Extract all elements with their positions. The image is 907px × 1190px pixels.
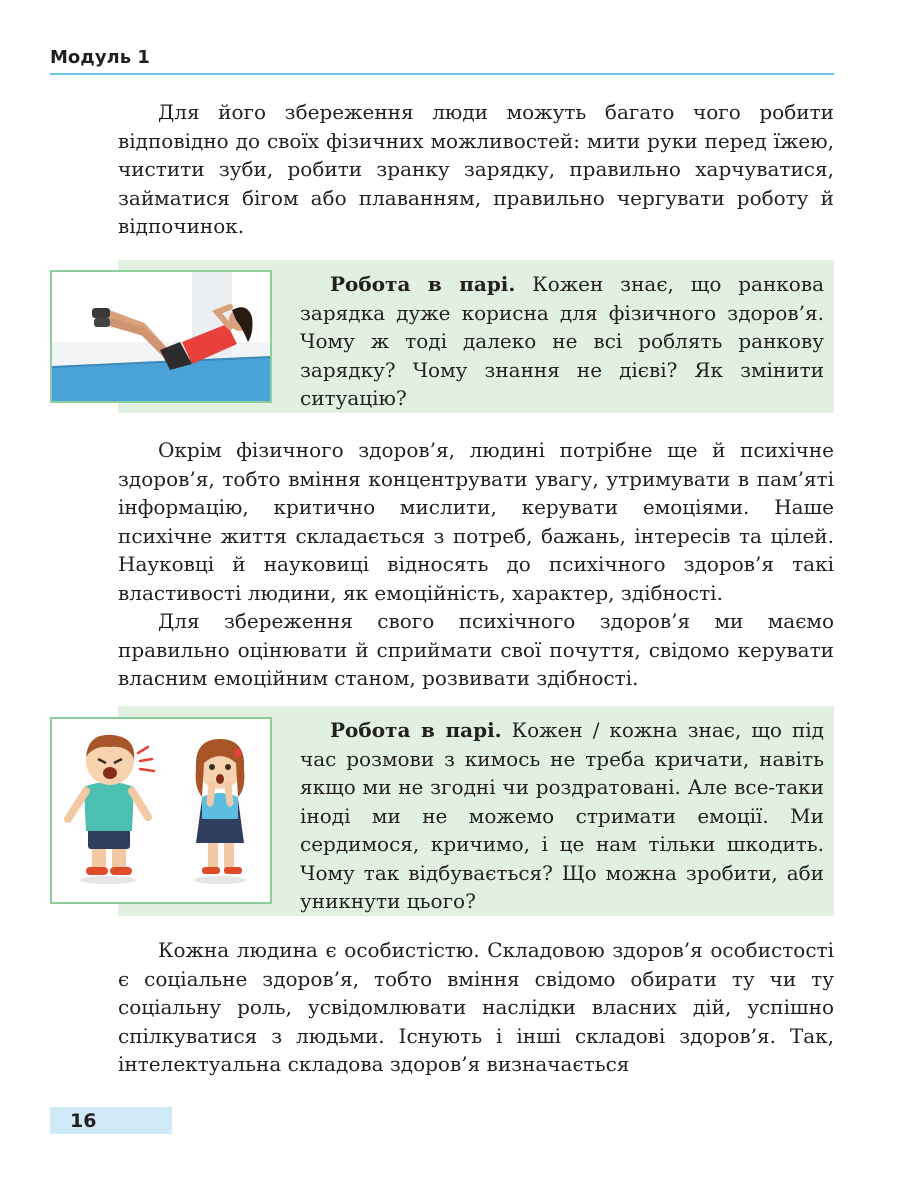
paragraph-text: Кожна людина є особистістю. Складовою здоров’я особистості є соціальне здоров’я, тобто вміння свідомо обирати ту чи ту соціальну роль, усвідомлювати наслідки власних дій, успішно спілкуватися з людьми. Існують і інші складові здоров’я. Так, інтелектуальна складова здоров’я визначається: [118, 938, 834, 1076]
exercise-photo-icon: [52, 272, 270, 401]
paragraph-4: [118, 936, 834, 1079]
page-number: 16: [70, 1110, 97, 1132]
paragraph-2: [118, 436, 834, 693]
arguing-children-icon: [52, 719, 270, 902]
paragraph-1: [118, 98, 834, 241]
module-label: Модуль 1: [50, 47, 150, 68]
paragraph-text: Для збереження свого психічного здоров’я ми маємо правильно оцінювати й сприймати свої почуття, свідомо керувати власним емоційним станом, розвивати здібності.: [118, 609, 834, 690]
pair-work-body: Кожен / кожна знає, що під час розмови з кимось не треба кричати, навіть якщо ми не згодні чи роздратовані. Але все-таки іноді ми не можемо стримати емоції. Ми сердимося, кричимо, і це нам тільки шкодить. Чому так відбувається? Що можна зробити, аби уникнути цього?: [300, 718, 824, 913]
pair-work-body: Кожен знає, що ранкова зарядка дуже корисна для фізичного здоров’я. Чому ж тоді далеко не всі роблять ранкову зарядку? Чому знання не дієві? Як змінити ситуацію?: [300, 272, 825, 410]
pair-work-text-1: [300, 270, 824, 413]
pair-work-text-2: [300, 716, 824, 916]
page-number-bar: [50, 1107, 172, 1134]
page-header: [50, 45, 834, 75]
paragraph-text: Для його збереження люди можуть багато чого робити відповідно до своїх фізичних можливостей: мити руки перед їжею, чистити зуби, робити зранку зарядку, правильно харчуватися, займатися бігом або плаванням, правильно чергувати роботу й відпочинок.: [118, 100, 834, 238]
pair-work-title: Робота в парі.: [330, 272, 516, 296]
children-illustration: [50, 717, 272, 904]
pair-work-title: Робота в парі.: [330, 718, 502, 742]
paragraph-text: Окрім фізичного здоров’я, людині потрібне ще й психічне здоров’я, тобто вміння концентрувати увагу, утримувати в пам’яті інформацію, критично мислити, керувати емоціями. Наше психічне життя складається з потреб, бажань, інтересів та цілей. Науковці й науковиці відносять до психічного здоров’я такі властивості людини, як емоційність, характер, здібності.: [118, 438, 834, 605]
exercise-illustration: [50, 270, 272, 403]
